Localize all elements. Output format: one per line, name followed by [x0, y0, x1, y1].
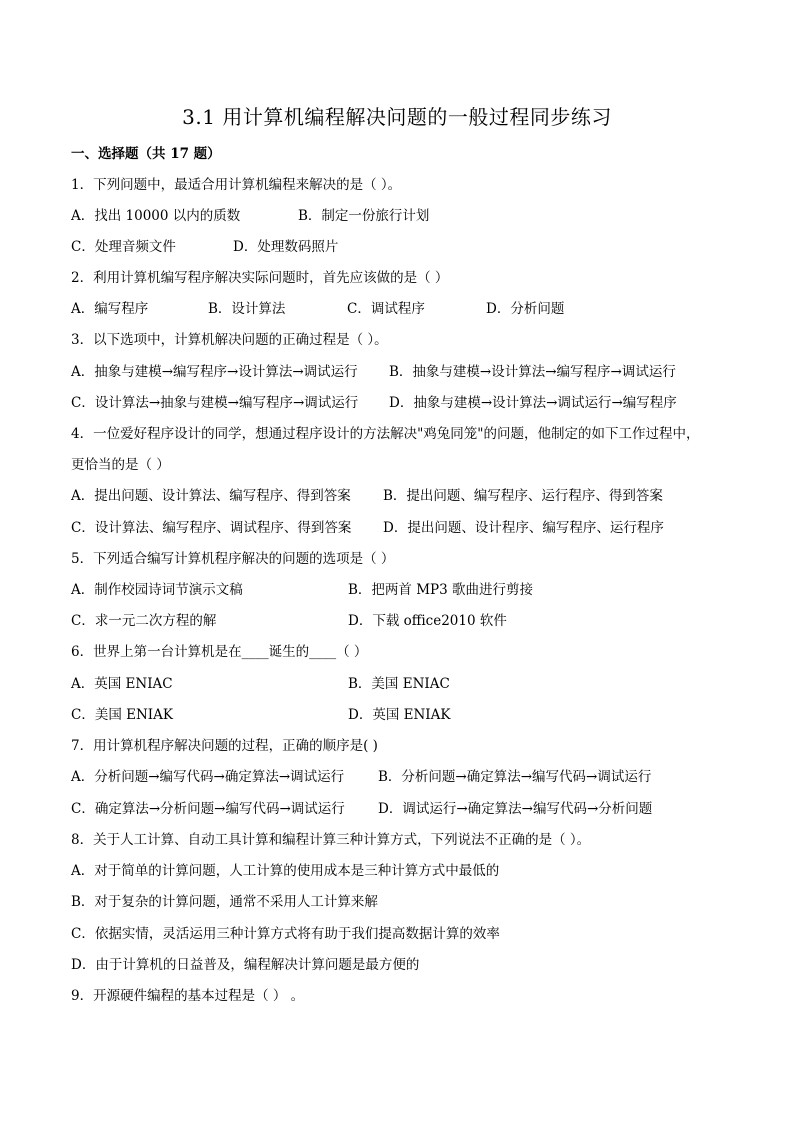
- question-7-option-b: B．分析问题→确定算法→编写代码→调试运行: [378, 769, 652, 785]
- question-2-option-b: B．设计算法: [208, 301, 286, 317]
- question-7-option-a: A．分析问题→编写代码→确定算法→调试运行: [71, 769, 345, 785]
- question-6-option-d: D．英国 ENIAK: [348, 707, 451, 723]
- question-6-option-c: C．美国 ENIAK: [71, 707, 173, 723]
- question-3-option-a: A．抽象与建模→编写程序→设计算法→调试运行: [71, 364, 358, 380]
- question-4-stem: 4．一位爱好程序设计的同学，想通过程序设计的方法解决"鸡兔同笼"的问题，他制定的如下工作过程中，: [71, 426, 700, 442]
- question-3-stem: 3．以下选项中，计算机解决问题的正确过程是（ ）。: [71, 332, 388, 348]
- question-2-option-a: A．编写程序: [71, 301, 149, 317]
- question-3-option-b: B．抽象与建模→设计算法→编写程序→调试运行: [389, 364, 676, 380]
- question-8-option-d: D．由于计算机的日益普及，编程解决计算问题是最方便的: [71, 957, 420, 973]
- question-4-option-c: C．设计算法、编写程序、调试程序、得到答案: [71, 520, 352, 536]
- question-1-option-c: C．处理音频文件: [71, 239, 176, 255]
- question-7-option-c: C．确定算法→分析问题→编写代码→调试运行: [71, 801, 345, 817]
- question-8-option-b: B．对于复杂的计算问题，通常不采用人工计算来解: [71, 894, 378, 910]
- question-4-stem-continued: 更恰当的是（ ）: [71, 457, 170, 473]
- question-8-stem: 8．关于人工计算、自动工具计算和编程计算三种计算方式，下列说法不正确的是（ ）。: [71, 832, 591, 848]
- question-3-option-d: D．抽象与建模→设计算法→调试运行→编写程序: [389, 395, 677, 411]
- section-heading: 一、选择题（共 17 题）: [71, 146, 221, 162]
- question-6-option-b: B．美国 ENIAC: [348, 676, 450, 692]
- question-4-option-d: D．提出问题、设计程序、编写程序、运行程序: [383, 520, 664, 536]
- question-1-option-a: A．找出 10000 以内的质数: [71, 208, 241, 224]
- question-5-option-d: D．下载 office2010 软件: [348, 613, 507, 629]
- question-1-option-b: B．制定一份旅行计划: [298, 208, 430, 224]
- question-6-option-a: A．英国 ENIAC: [71, 676, 173, 692]
- question-4-option-b: B．提出问题、编写程序、运行程序、得到答案: [383, 488, 663, 504]
- question-7-stem: 7．用计算机程序解决问题的过程，正确的顺序是( ): [71, 738, 378, 754]
- question-6-stem: 6．世界上第一台计算机是在____诞生的____（ ）: [71, 644, 368, 660]
- question-3-option-c: C．设计算法→抽象与建模→编写程序→调试运行: [71, 395, 359, 411]
- question-8-option-a: A．对于简单的计算问题，人工计算的使用成本是三种计算方式中最低的: [71, 863, 500, 879]
- question-2-stem: 2．利用计算机编写程序解决实际问题时，首先应该做的是（ ）: [71, 270, 449, 286]
- question-1-stem: 1．下列问题中，最适合用计算机编程来解决的是（ ）。: [71, 177, 402, 193]
- question-5-option-b: B．把两首 MP3 歌曲进行剪接: [348, 582, 533, 598]
- question-2-option-d: D．分析问题: [486, 301, 565, 317]
- question-5-option-c: C．求一元二次方程的解: [71, 613, 217, 629]
- question-8-option-c: C．依据实情，灵活运用三种计算方式将有助于我们提高数据计算的效率: [71, 926, 500, 942]
- question-1-option-d: D．处理数码照片: [233, 239, 339, 255]
- question-5-option-a: A．制作校园诗词节演示文稿: [71, 582, 243, 598]
- question-5-stem: 5．下列适合编写计算机程序解决的问题的选项是（ ）: [71, 551, 395, 567]
- question-9-stem: 9．开源硬件编程的基本过程是（ ） 。: [71, 988, 305, 1004]
- page-title: 3.1 用计算机编程解决问题的一般过程同步练习: [182, 105, 612, 129]
- question-2-option-c: C．调试程序: [347, 301, 425, 317]
- question-4-option-a: A．提出问题、设计算法、编写程序、得到答案: [71, 488, 351, 504]
- question-7-option-d: D．调试运行→确定算法→编写代码→分析问题: [378, 801, 653, 817]
